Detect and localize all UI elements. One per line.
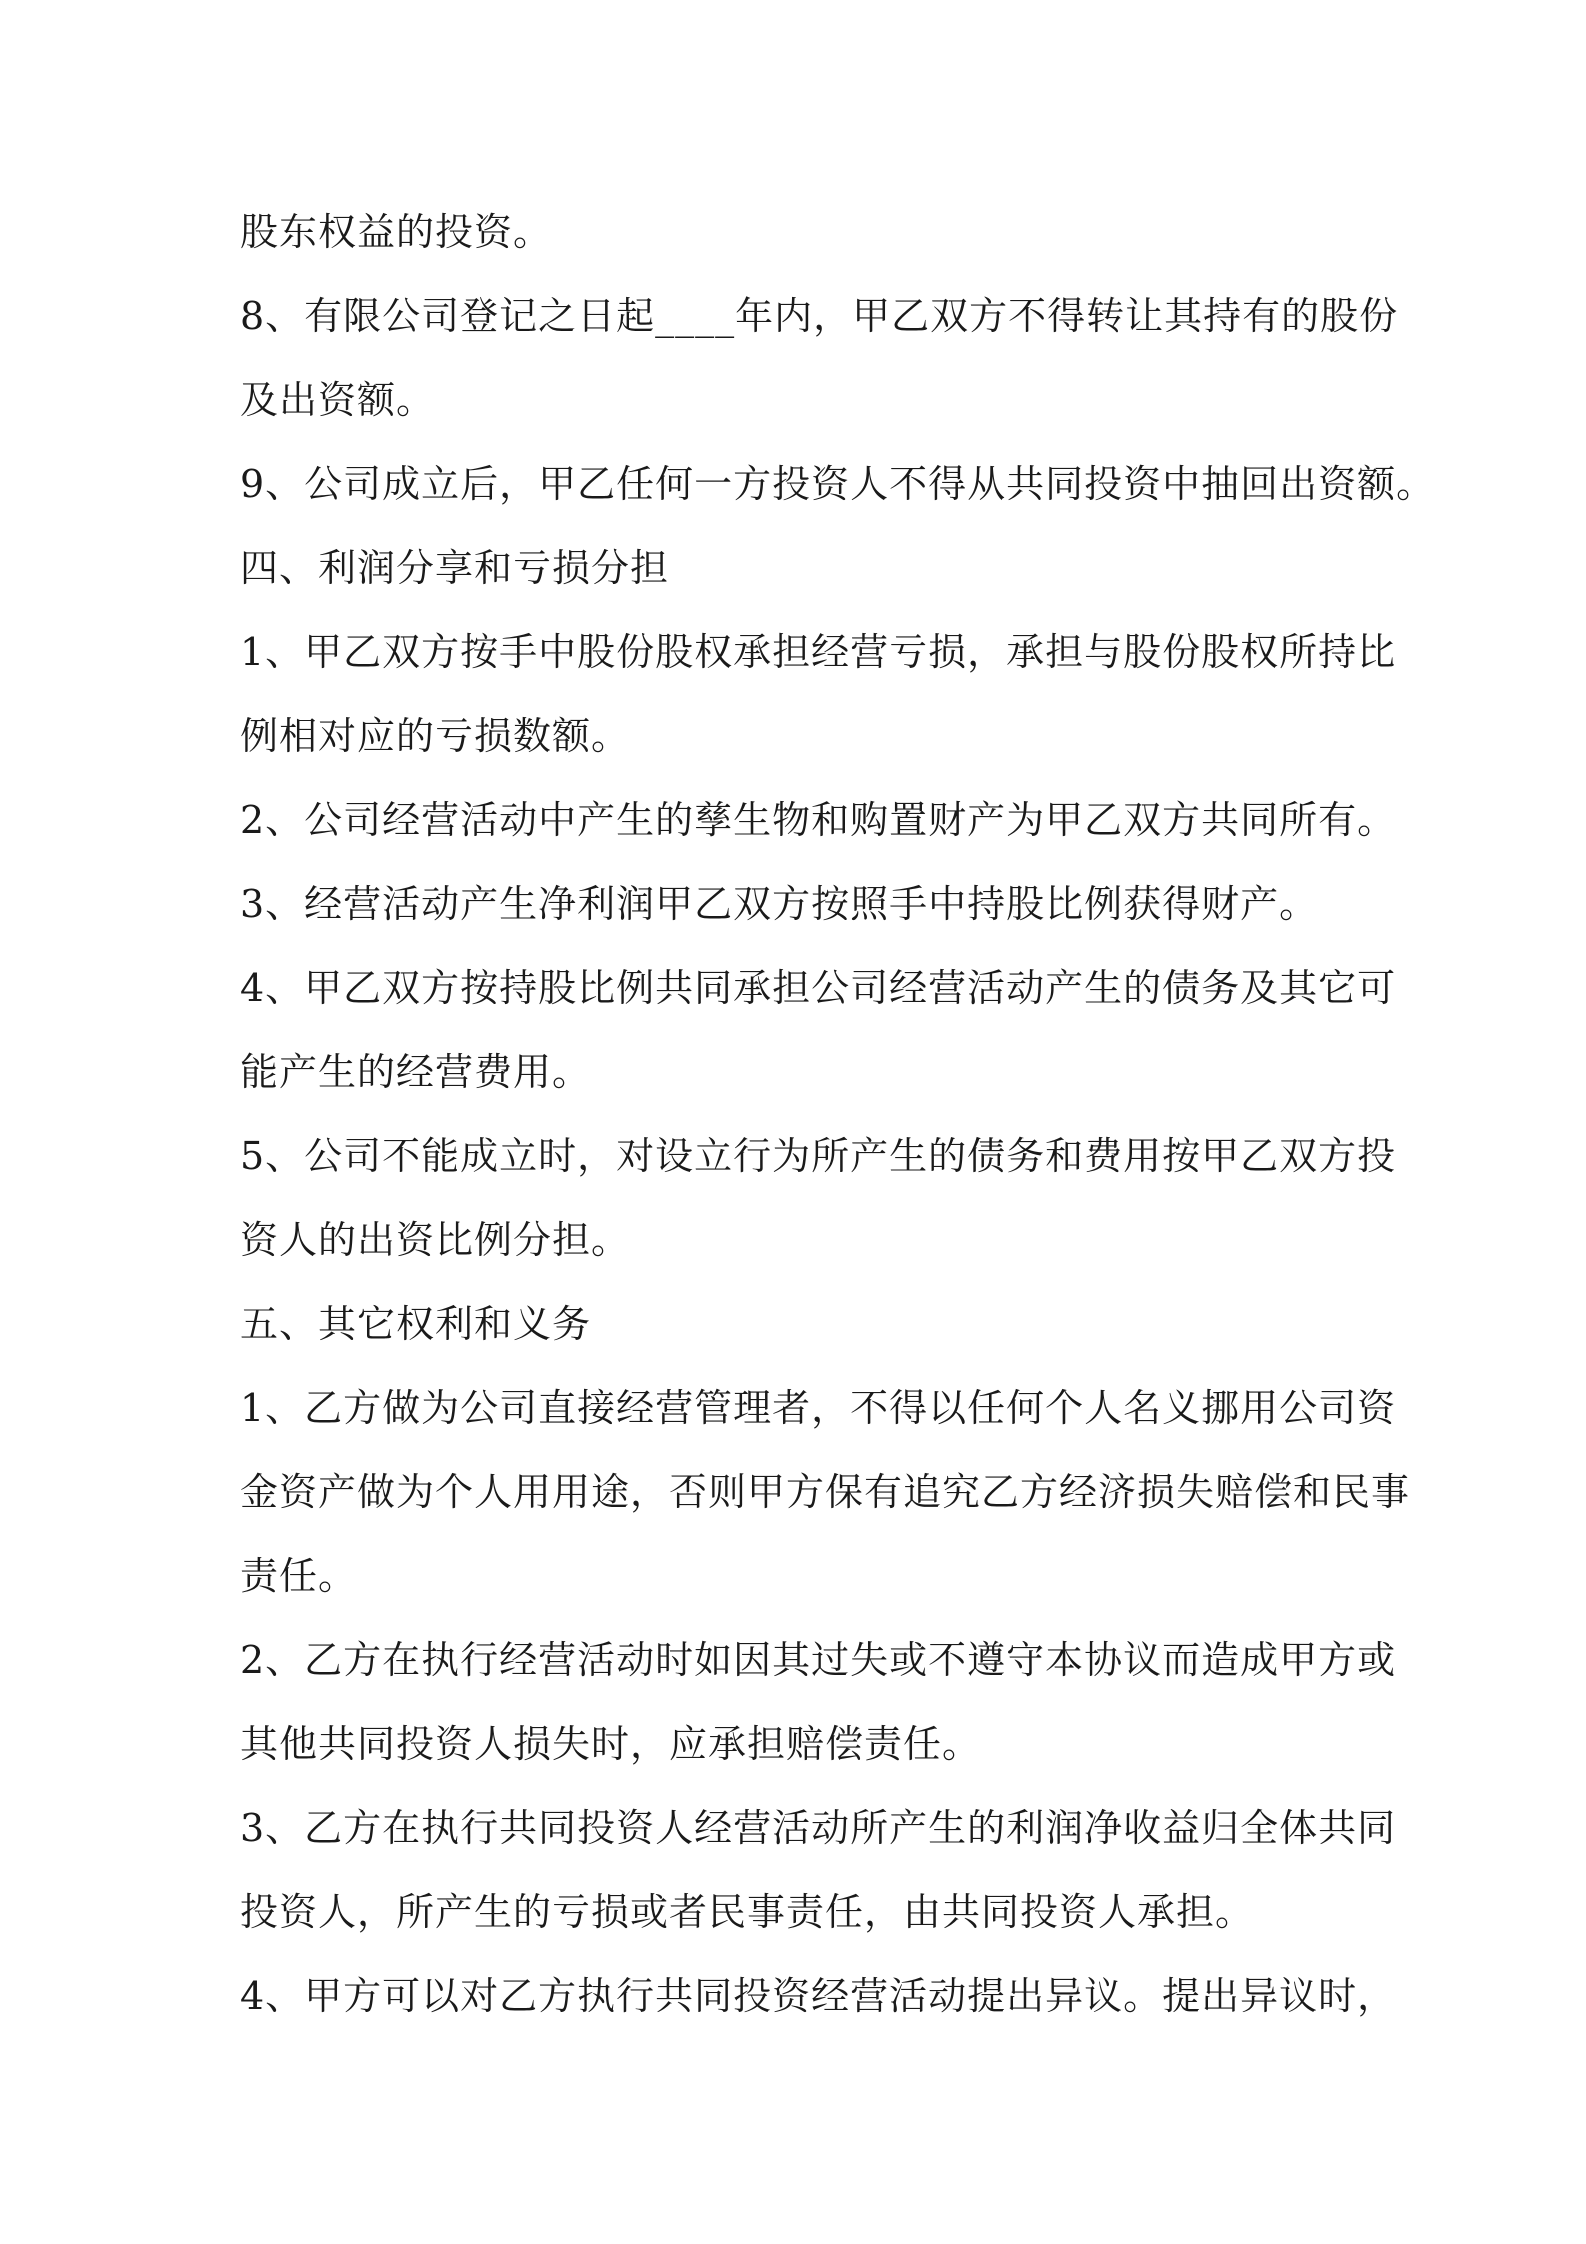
text-line: 5、公司不能成立时，对设立行为所产生的债务和费用按甲乙双方投 — [240, 1134, 1397, 1178]
section-heading: 五、其它权利和义务 — [240, 1302, 592, 1346]
text-line: 投资人，所产生的亏损或者民事责任，由共同投资人承担。 — [240, 1890, 1255, 1934]
text-line: 2、公司经营活动中产生的孳生物和购置财产为甲乙双方共同所有。 — [240, 798, 1397, 842]
text-line: 2、乙方在执行经营活动时如因其过失或不遵守本协议而造成甲方或 — [240, 1638, 1397, 1682]
text-line: 资人的出资比例分担。 — [240, 1218, 631, 1262]
text-line: 其他共同投资人损失时，应承担赔偿责任。 — [240, 1722, 982, 1766]
text-line: 3、经营活动产生净利润甲乙双方按照手中持股比例获得财产。 — [240, 882, 1319, 926]
document-page — [240, 190, 1436, 2038]
text-line: 1、甲乙双方按手中股份股权承担经营亏损，承担与股份股权所持比 — [240, 630, 1397, 674]
section-heading: 四、利润分享和亏损分担 — [240, 546, 670, 590]
text-line: 金资产做为个人用用途，否则甲方保有追究乙方经济损失赔偿和民事 — [240, 1470, 1411, 1514]
text-line: 责任。 — [240, 1554, 358, 1598]
text-line: 例相对应的亏损数额。 — [240, 714, 631, 758]
text-line: 9、公司成立后，甲乙任何一方投资人不得从共同投资中抽回出资额。 — [240, 462, 1436, 506]
text-line: 8、有限公司登记之日起____年内，甲乙双方不得转让其持有的股份 — [240, 294, 1399, 338]
text-line: 股东权益的投资。 — [240, 210, 553, 254]
text-line: 3、乙方在执行共同投资人经营活动所产生的利润净收益归全体共同 — [240, 1806, 1397, 1850]
text-line: 4、甲方可以对乙方执行共同投资经营活动提出异议。提出异议时， — [240, 1974, 1397, 2018]
text-line: 1、乙方做为公司直接经营管理者，不得以任何个人名义挪用公司资 — [240, 1386, 1397, 1430]
text-line: 能产生的经营费用。 — [240, 1050, 592, 1094]
text-line: 及出资额。 — [240, 378, 436, 422]
text-line: 4、甲乙双方按持股比例共同承担公司经营活动产生的债务及其它可 — [240, 966, 1397, 1010]
